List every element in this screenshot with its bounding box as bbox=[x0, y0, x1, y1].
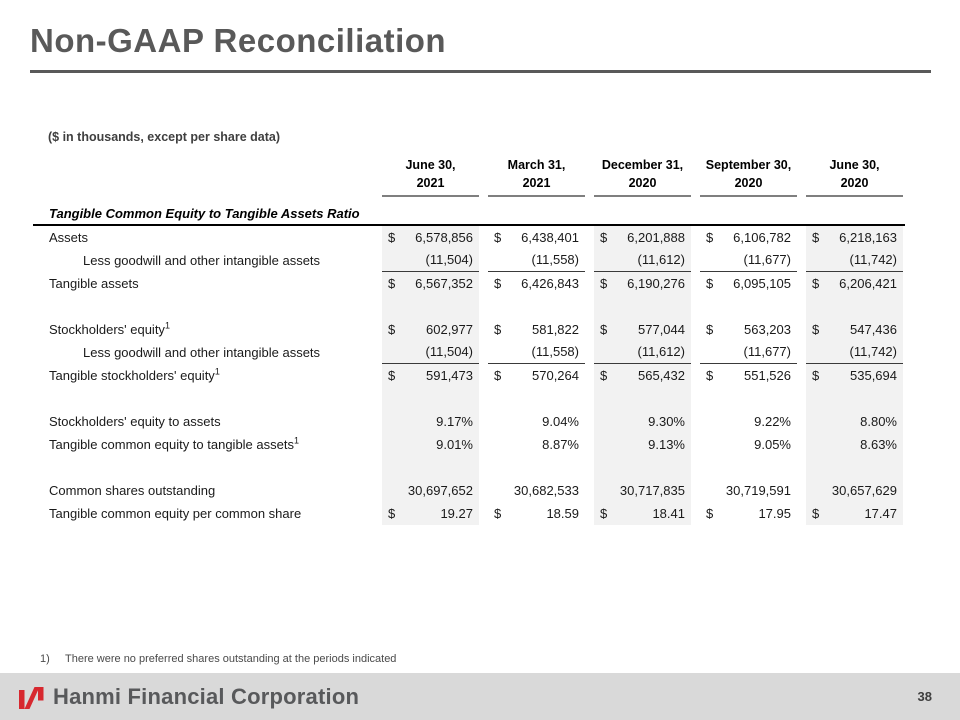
table-cell bbox=[382, 364, 479, 387]
column-header-line1: June 30, bbox=[829, 158, 880, 172]
cell-value: (11,612) bbox=[637, 252, 685, 267]
row-label: Tangible common equity to tangible assets$^1$ bbox=[49, 435, 299, 452]
cell-value: 8.87% bbox=[542, 436, 579, 452]
table-cell bbox=[382, 272, 479, 295]
page-number: 38 bbox=[917, 689, 932, 704]
table-cell bbox=[806, 249, 903, 272]
dollar-sign: $ bbox=[388, 505, 396, 521]
dollar-sign: $ bbox=[388, 275, 396, 291]
column-header-line1: December 31, bbox=[601, 158, 684, 172]
dollar-sign: $ bbox=[812, 367, 820, 383]
row-label: Stockholders' equity to assets bbox=[49, 413, 221, 429]
table-cell bbox=[382, 341, 479, 364]
cell-value: 6,567,352 bbox=[415, 275, 473, 291]
dollar-sign: $ bbox=[600, 505, 608, 521]
cell-value: 9.01% bbox=[436, 436, 473, 452]
footer-bar bbox=[0, 673, 960, 720]
table-cell bbox=[488, 502, 585, 525]
dollar-sign: $ bbox=[600, 275, 608, 291]
table-cell bbox=[700, 364, 797, 387]
dollar-sign: $ bbox=[812, 505, 820, 521]
cell-value: 30,657,629 bbox=[831, 482, 897, 498]
cell-value: 9.13% bbox=[648, 436, 685, 452]
cell-value: 563,203 bbox=[744, 321, 791, 337]
table-cell bbox=[806, 479, 903, 502]
header-label-spacer bbox=[33, 157, 373, 197]
table-row bbox=[33, 364, 905, 387]
row-label: Tangible assets bbox=[49, 275, 139, 291]
table-cell bbox=[594, 433, 691, 456]
cell-value: 6,218,163 bbox=[839, 229, 897, 245]
table-cell bbox=[700, 226, 797, 249]
table-spacer-row bbox=[33, 387, 905, 410]
cell-value: 17.47 bbox=[864, 505, 897, 521]
cell-value: (11,677) bbox=[743, 344, 791, 359]
page-title: Non-GAAP Reconciliation bbox=[30, 22, 447, 59]
column-header-line2: 2021 bbox=[416, 175, 445, 190]
table-cell bbox=[806, 318, 903, 341]
table-cell bbox=[594, 364, 691, 387]
table-row bbox=[33, 341, 905, 364]
reconciliation-table bbox=[33, 157, 905, 525]
table-cell bbox=[488, 364, 585, 387]
cell-value: 30,697,652 bbox=[407, 482, 473, 498]
table-cell bbox=[382, 479, 479, 502]
table-cell bbox=[488, 318, 585, 341]
dollar-sign: $ bbox=[600, 367, 608, 383]
table-cell bbox=[488, 479, 585, 502]
column-header-line2: 2021 bbox=[522, 175, 551, 190]
cell-value: 30,682,533 bbox=[513, 482, 579, 498]
cell-value: (11,504) bbox=[425, 344, 473, 359]
table-cell bbox=[700, 433, 797, 456]
table-cell bbox=[488, 272, 585, 295]
dollar-sign: $ bbox=[388, 321, 396, 337]
footnote-ref: 1 bbox=[164, 320, 170, 331]
cell-value: 551,526 bbox=[744, 367, 791, 383]
table-cell bbox=[488, 249, 585, 272]
dollar-sign: $ bbox=[388, 229, 396, 245]
cell-value: 9.17% bbox=[436, 413, 473, 429]
dollar-sign: $ bbox=[706, 229, 714, 245]
hanmi-logo-icon bbox=[18, 682, 45, 711]
table-cell bbox=[594, 341, 691, 364]
table-cell bbox=[382, 410, 479, 433]
cell-value: 9.30% bbox=[648, 413, 685, 429]
table-cell bbox=[382, 249, 479, 272]
cell-value: (11,677) bbox=[743, 252, 791, 267]
column-header-line2: 2020 bbox=[840, 175, 869, 190]
cell-value: (11,558) bbox=[531, 252, 579, 267]
footer-brand: Hanmi Financial Corporation bbox=[53, 683, 360, 709]
table-cell bbox=[594, 318, 691, 341]
cell-value: 6,201,888 bbox=[627, 229, 685, 245]
column-header-line2: 2020 bbox=[734, 175, 763, 190]
column-header bbox=[700, 157, 797, 197]
cell-value: 9.05% bbox=[754, 436, 791, 452]
table-cell bbox=[594, 249, 691, 272]
table-section-header: Tangible Common Equity to Tangible Assets Ratio bbox=[33, 204, 905, 226]
dollar-sign: $ bbox=[706, 367, 714, 383]
cell-value: 6,206,421 bbox=[839, 275, 897, 291]
cell-value: 18.59 bbox=[546, 505, 579, 521]
table-cell bbox=[382, 318, 479, 341]
cell-value: 591,473 bbox=[426, 367, 473, 383]
column-header bbox=[806, 157, 903, 197]
dollar-sign: $ bbox=[494, 229, 502, 245]
dollar-sign: $ bbox=[388, 367, 396, 383]
cell-value: 30,719,591 bbox=[725, 482, 791, 498]
cell-value: (11,612) bbox=[637, 344, 685, 359]
table-cell bbox=[382, 433, 479, 456]
table-cell bbox=[382, 502, 479, 525]
row-label: Less goodwill and other intangible assets bbox=[83, 252, 321, 268]
cell-value: 565,432 bbox=[638, 367, 685, 383]
table-cell bbox=[488, 226, 585, 249]
column-header-line1: March 31, bbox=[507, 158, 566, 172]
row-label: Stockholders' equity$^1$ bbox=[49, 320, 170, 337]
row-label: Less goodwill and other intangible assets bbox=[83, 344, 321, 360]
table-cell bbox=[806, 364, 903, 387]
table-cell bbox=[806, 226, 903, 249]
column-header bbox=[594, 157, 691, 197]
dollar-sign: $ bbox=[706, 505, 714, 521]
footnote-text: There were no preferred shares outstanding at the periods indicated bbox=[65, 653, 397, 665]
dollar-sign: $ bbox=[494, 367, 502, 383]
table-row bbox=[33, 318, 905, 341]
units-note: ($ in thousands, except per share data) bbox=[48, 130, 281, 144]
cell-value: 17.95 bbox=[758, 505, 791, 521]
table-cell bbox=[488, 341, 585, 364]
table-cell bbox=[806, 502, 903, 525]
table-row bbox=[33, 433, 905, 456]
table-cell bbox=[806, 341, 903, 364]
dollar-sign: $ bbox=[706, 275, 714, 291]
table-row bbox=[33, 502, 905, 525]
cell-value: 602,977 bbox=[426, 321, 473, 337]
dollar-sign: $ bbox=[812, 275, 820, 291]
footnote-marker: 1) bbox=[40, 653, 50, 665]
cell-value: 6,095,105 bbox=[733, 275, 791, 291]
column-header bbox=[488, 157, 585, 197]
row-label: Tangible common equity per common share bbox=[49, 505, 302, 521]
footnote-ref: 1 bbox=[214, 366, 220, 377]
footnote-ref: 1 bbox=[293, 435, 299, 446]
cell-value: (11,558) bbox=[531, 344, 579, 359]
table-spacer-row bbox=[33, 295, 905, 318]
cell-value: 30,717,835 bbox=[619, 482, 685, 498]
dollar-sign: $ bbox=[600, 229, 608, 245]
row-label: Assets bbox=[49, 229, 89, 245]
cell-value: 18.41 bbox=[652, 505, 685, 521]
dollar-sign: $ bbox=[494, 275, 502, 291]
cell-value: 6,426,843 bbox=[521, 275, 579, 291]
table-cell bbox=[594, 502, 691, 525]
cell-value: 6,190,276 bbox=[627, 275, 685, 291]
table-header-row bbox=[33, 157, 905, 197]
row-label: Common shares outstanding bbox=[49, 482, 216, 498]
dollar-sign: $ bbox=[812, 229, 820, 245]
dollar-sign: $ bbox=[600, 321, 608, 337]
table-cell bbox=[806, 410, 903, 433]
table-cell bbox=[700, 272, 797, 295]
table-cell bbox=[382, 226, 479, 249]
cell-value: 547,436 bbox=[850, 321, 897, 337]
column-header-line2: 2020 bbox=[628, 175, 657, 190]
cell-value: (11,742) bbox=[849, 344, 897, 359]
table-cell bbox=[700, 318, 797, 341]
table-cell bbox=[594, 226, 691, 249]
cell-value: (11,742) bbox=[849, 252, 897, 267]
column-header bbox=[382, 157, 479, 197]
cell-value: 8.80% bbox=[860, 413, 897, 429]
cell-value: 19.27 bbox=[440, 505, 473, 521]
table-cell bbox=[700, 410, 797, 433]
table-cell bbox=[700, 341, 797, 364]
table-cell bbox=[806, 272, 903, 295]
table-cell bbox=[700, 479, 797, 502]
cell-value: 535,694 bbox=[850, 367, 897, 383]
table-cell bbox=[594, 479, 691, 502]
dollar-sign: $ bbox=[706, 321, 714, 337]
column-header-line1: June 30, bbox=[405, 158, 456, 172]
cell-value: 6,438,401 bbox=[521, 229, 579, 245]
table-cell bbox=[806, 433, 903, 456]
table-row bbox=[33, 249, 905, 272]
table-cell bbox=[488, 410, 585, 433]
column-header-line1: September 30, bbox=[705, 158, 792, 172]
cell-value: 8.63% bbox=[860, 436, 897, 452]
table-body bbox=[33, 226, 905, 525]
cell-value: 581,822 bbox=[532, 321, 579, 337]
table-cell bbox=[700, 249, 797, 272]
cell-value: 9.04% bbox=[542, 413, 579, 429]
table-cell bbox=[488, 433, 585, 456]
dollar-sign: $ bbox=[494, 505, 502, 521]
cell-value: (11,504) bbox=[425, 252, 473, 267]
row-label: Tangible stockholders' equity$^1$ bbox=[49, 366, 220, 383]
cell-value: 6,106,782 bbox=[733, 229, 791, 245]
cell-value: 6,578,856 bbox=[415, 229, 473, 245]
table-cell bbox=[594, 410, 691, 433]
table-row bbox=[33, 410, 905, 433]
footnote bbox=[40, 653, 396, 665]
table-row bbox=[33, 479, 905, 502]
table-spacer-row bbox=[33, 456, 905, 479]
table-row bbox=[33, 272, 905, 295]
cell-value: 9.22% bbox=[754, 413, 791, 429]
dollar-sign: $ bbox=[812, 321, 820, 337]
table-cell bbox=[594, 272, 691, 295]
cell-value: 570,264 bbox=[532, 367, 579, 383]
table-cell bbox=[700, 502, 797, 525]
table-row bbox=[33, 226, 905, 249]
dollar-sign: $ bbox=[494, 321, 502, 337]
title-rule bbox=[30, 70, 931, 73]
cell-value: 577,044 bbox=[638, 321, 685, 337]
